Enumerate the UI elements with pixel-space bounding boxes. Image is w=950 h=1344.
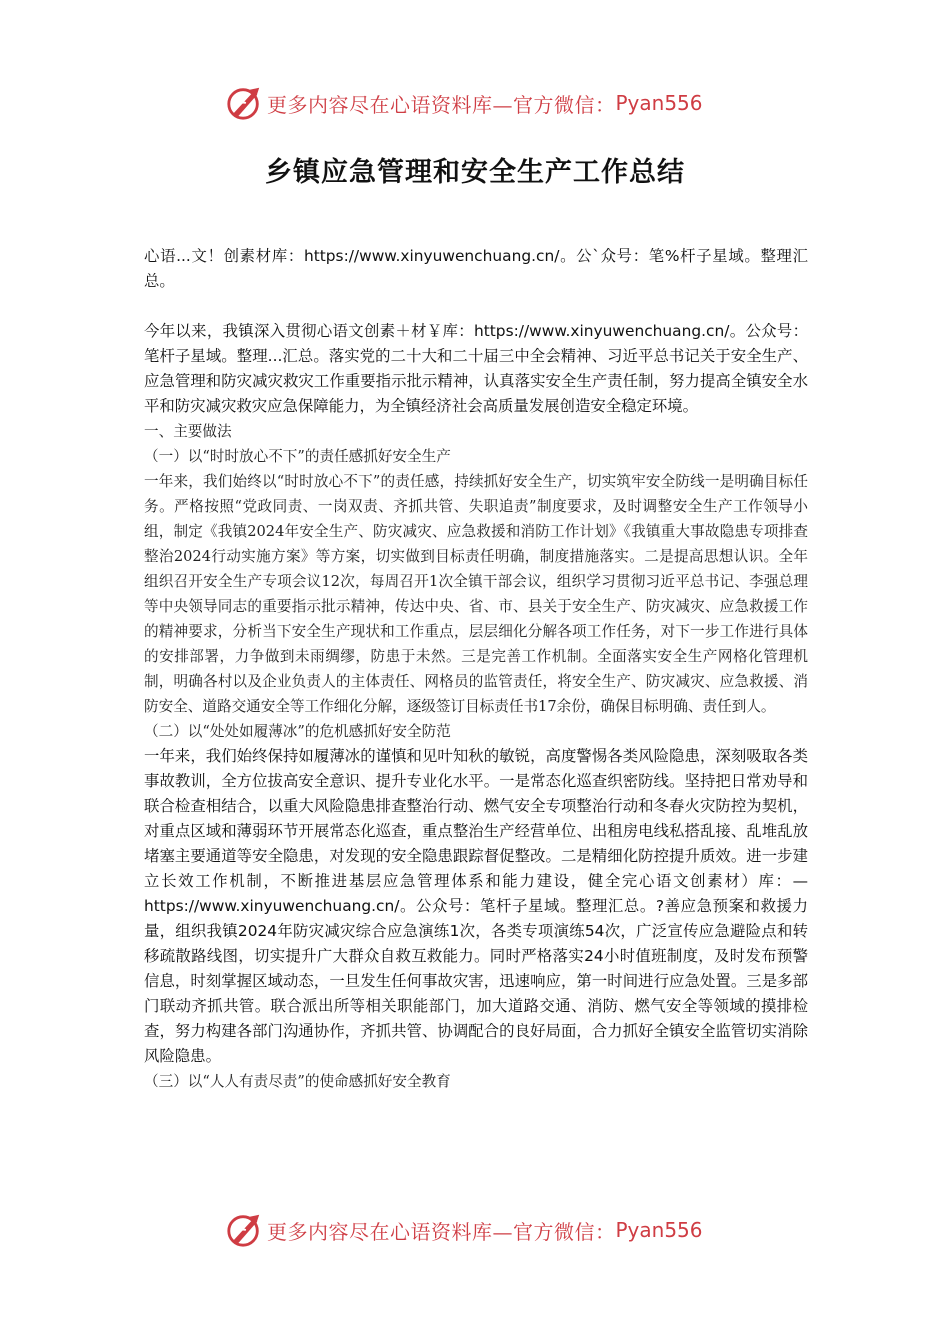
pen-logo-icon [225, 1211, 263, 1249]
banner-text: 更多内容尽在心语资料库—官方微信： [267, 1219, 616, 1244]
subsection-heading-3: （三）以“人人有责尽责”的使命感抓好安全教育 [144, 1073, 451, 1090]
header-banner [225, 83, 745, 123]
banner-handle: Pyan556 [615, 1218, 703, 1242]
banner-handle: Pyan556 [615, 91, 703, 115]
intro-paragraph: 心语...文！创素材库：https://www.xinyuwenchuang.cn/。公`众号：笔%杆子星域。整理汇总。 [144, 247, 808, 290]
intro-block [144, 244, 808, 294]
footer-banner [225, 1210, 745, 1250]
pen-logo-icon [225, 84, 263, 122]
subsection-1-body: 一年来，我们始终以“时时放心不下”的责任感，持续抓好安全生产，切实筑牢安全防线一是明确目标任务。严格按照“党政同责、一岗双责、齐抓共管、失职追责”制度要求，及时调整安全生产工作领导小组，制定《我镇2024年安全生产、防灾减灾、应急救援和消防工作计划》《我镇重大事故隐患专项排查整治2024行动实施方案》等方案，切实做到目标责任明确，制度措施落实。二是提高思想认识。全年组织召开安全生产专项会议12次，每周召开1次全镇干部会议，组织学习贯彻习近平总书记、李强总理等中央领导同志的重要指示批示精神，传达中央、省、市、县关于安全生产、防灾减灾、应急救援工作的精神要求，分析当下安全生产现状和工作重点，层层细化分解各项工作任务，对下一步工作进行具体的安排部署，力争做到未雨绸缪，防患于未然。三是完善工作机制。全面落实安全生产网格化管理机制，明确各村以及企业负责人的主体责任、网格员的监管责任，将安全生产、防灾减灾、应急救援、消防安全、道路交通安全等工作细化分解，逐级签订目标责任书17余份，确保目标明确、责任到人。 [144, 473, 808, 715]
section-heading-1: 一、主要做法 [144, 423, 232, 440]
subsection-heading-2: （二）以“处处如履薄冰”的危机感抓好安全防范 [144, 723, 451, 740]
document-title: 乡镇应急管理和安全生产工作总结 [265, 157, 685, 188]
subsection-heading-1: （一）以“时时放心不下”的责任感抓好安全生产 [144, 448, 451, 465]
body-block [144, 319, 808, 1094]
opening-paragraph: 今年以来，我镇深入贯彻心语文创素＋材￥库：https://www.xinyuwenchuang.cn/。公众号：笔杆子星域。整理...汇总。落实党的二十大和二十届三中全会精神、习近平总书记关于安全生产、应急管理和防灾减灾救灾工作重要指示批示精神，认真落实安全生产责任制，努力提高全镇安全水平和防灾减灾救灾应急保障能力，为全镇经济社会高质量发展创造安全稳定环境。 [144, 322, 808, 415]
subsection-2-body: 一年来，我们始终保持如履薄冰的谨慎和见叶知秋的敏锐，高度警惕各类风险隐患，深刻吸取各类事故教训，全方位拔高安全意识、提升专业化水平。一是常态化巡查织密防线。坚持把日常劝导和联合检查相结合，以重大风险隐患排查整治行动、燃气安全专项整治行动和冬春火灾防控为契机，对重点区域和薄弱环节开展常态化巡查，重点整治生产经营单位、出租房电线私搭乱接、乱堆乱放堵塞主要通道等安全隐患，对发现的安全隐患跟踪督促整改。二是精细化防控提升质效。进一步建立长效工作机制，不断推进基层应急管理体系和能力建设，健全完心语文创素材）库：—https://www.xinyuwenchuang.cn/。公众号：笔杆子星域。整理汇总。?善应急预案和救援力量，组织我镇2024年防灾减灾综合应急演练1次，各类专项演练54次，广泛宣传应急避险点和转移疏散路线图，切实提升广大群众自救互救能力。同时严格落实24小时值班制度，及时发布预警信息，时刻掌握区域动态，一旦发生任何事故灾害，迅速响应，第一时间进行应急处置。三是多部门联动齐抓共管。联合派出所等相关职能部门，加大道路交通、消防、燃气安全等领域的摸排检查，努力构建各部门沟通协作，齐抓共管、协调配合的良好局面，合力抓好全镇安全监管切实消除风险隐患。 [144, 747, 808, 1065]
banner-text: 更多内容尽在心语资料库—官方微信： [267, 92, 616, 117]
